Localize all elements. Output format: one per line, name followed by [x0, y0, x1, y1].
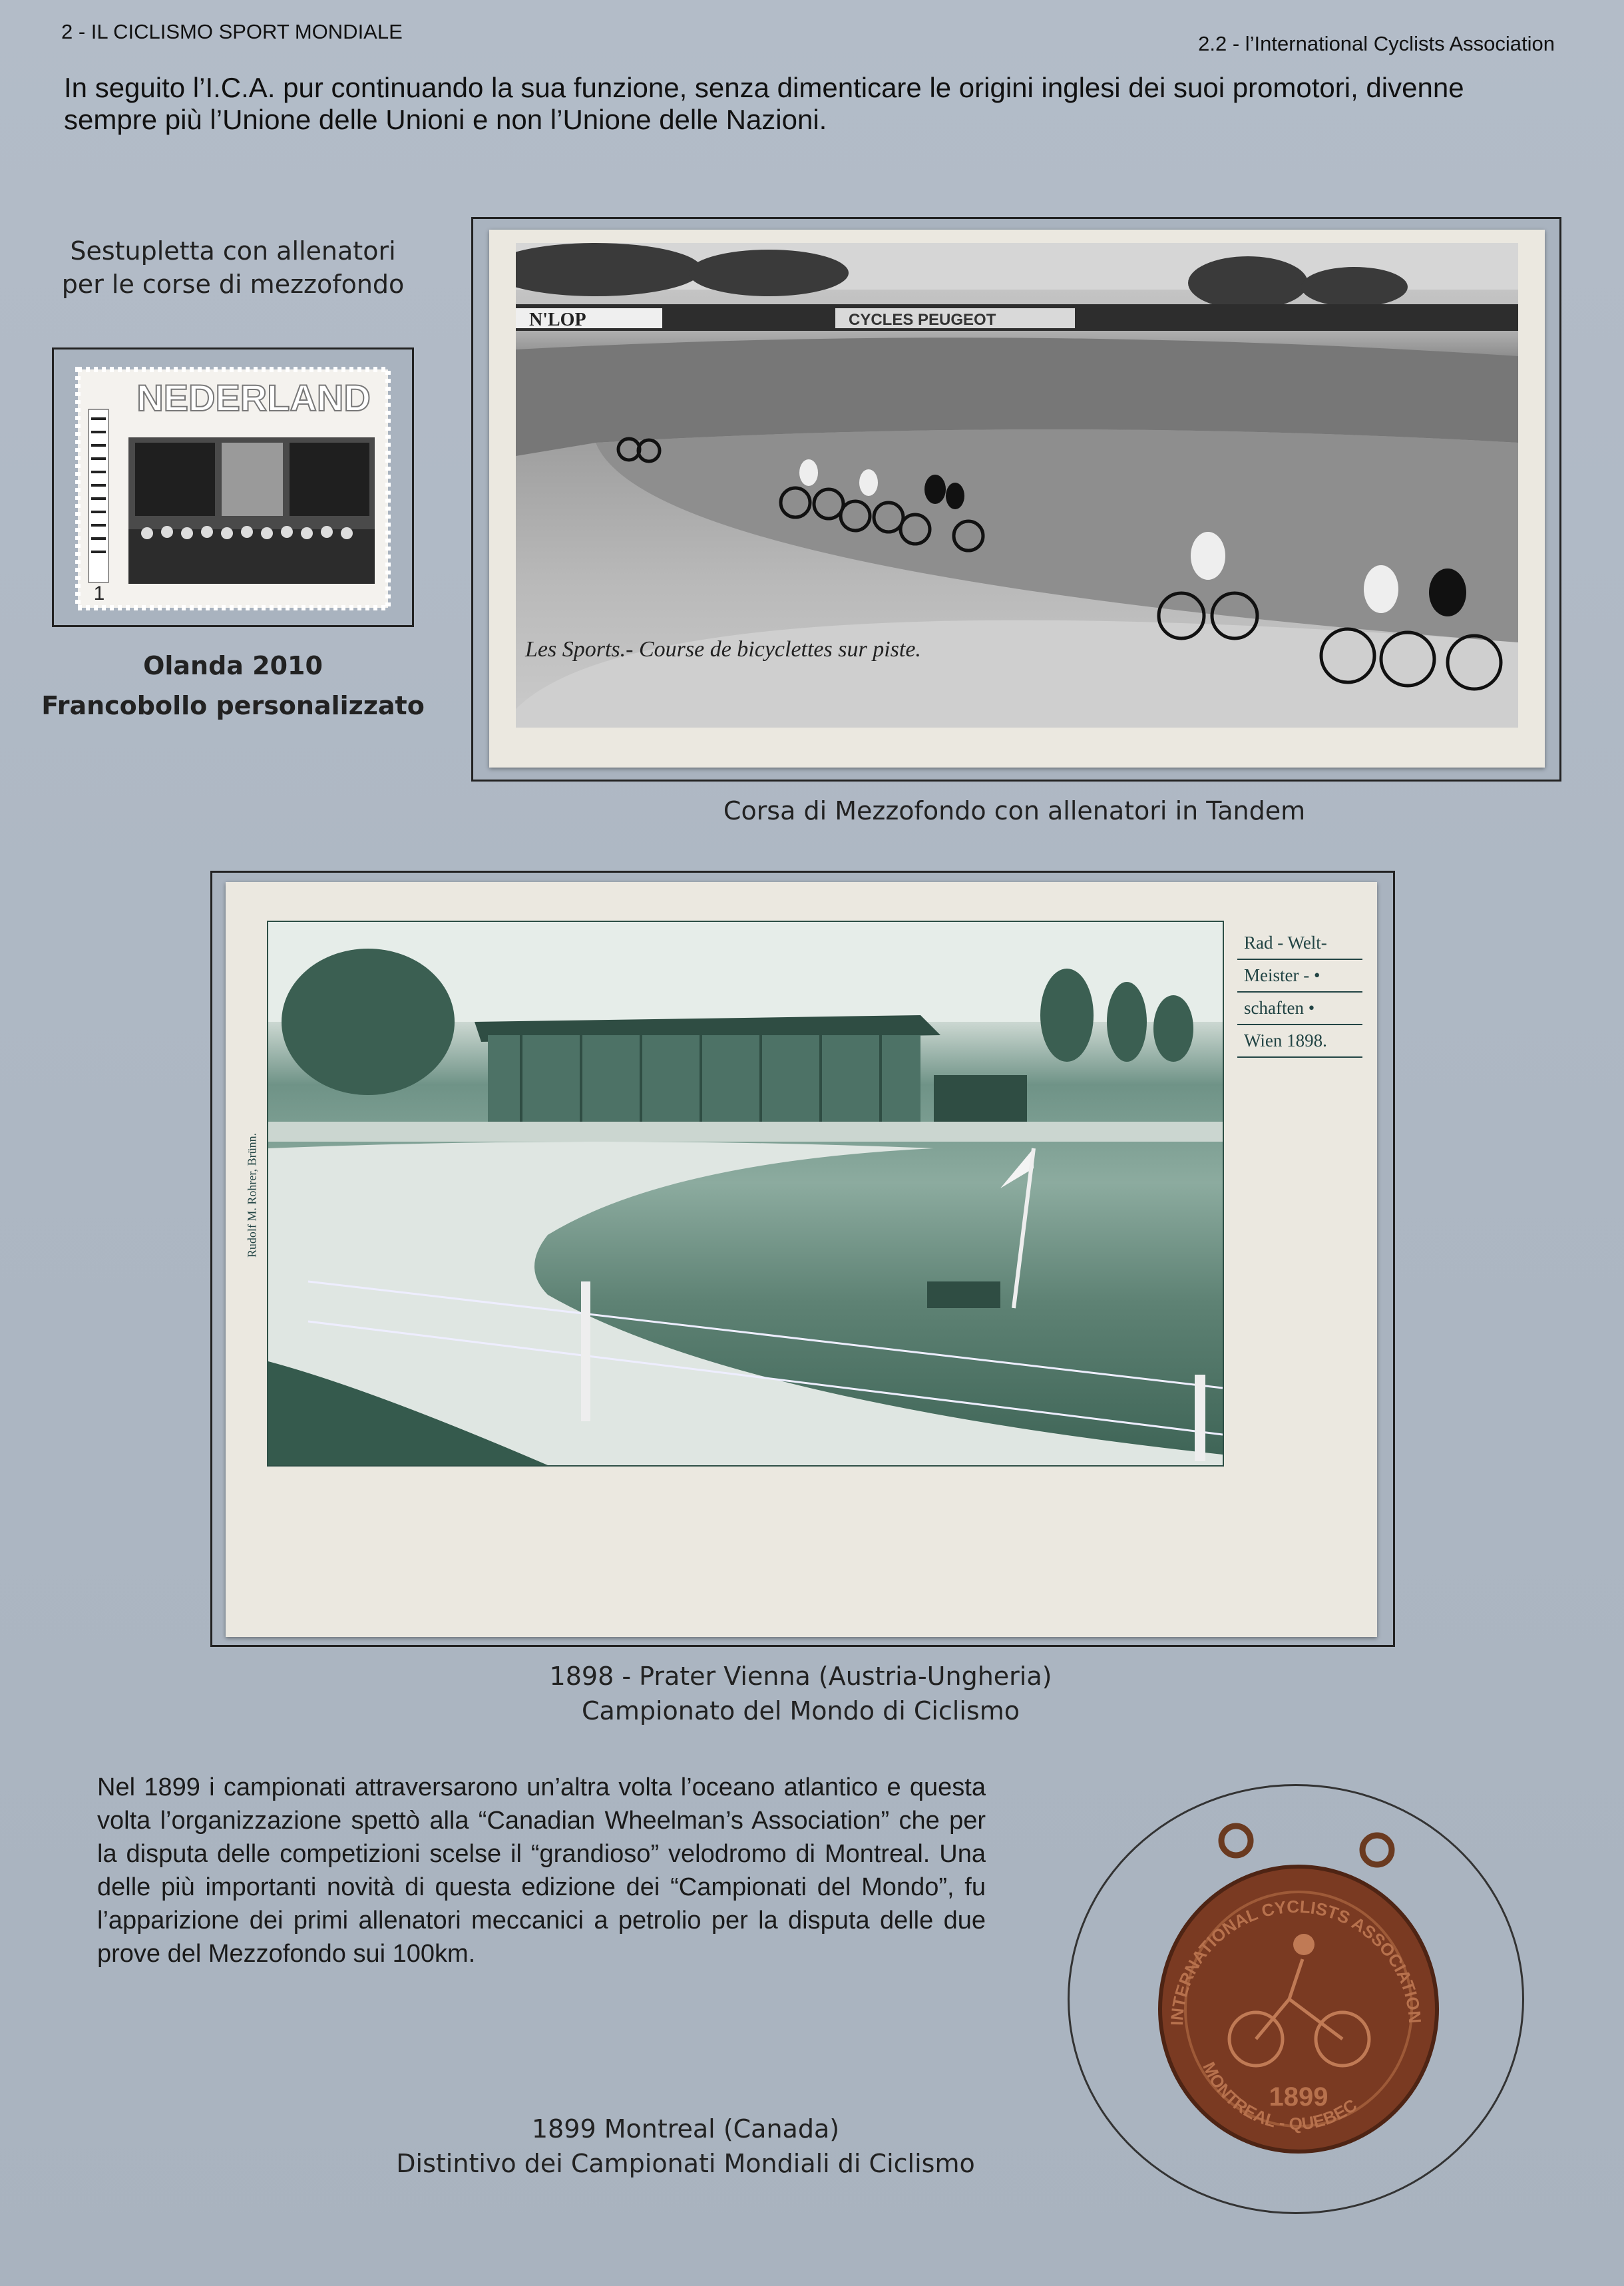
medal-year: 1899: [1269, 2082, 1328, 2112]
medal-inscription-bottom: MONTREAL - QUEBEC: [1199, 2058, 1361, 2134]
postcard1: [489, 230, 1545, 768]
stamp-description: Olanda 2010 Francobollo personalizzato: [41, 651, 425, 720]
body-text: Nel 1899 i campionati attraversarono un’altra volta l’oceano atlantico e questa volta l’organizzazione spettò alla “Canadian Wheelman’s Association” che per la disputa delle competizioni scelse il “grandioso” velodromo di Montreal. Una delle più importanti novità di questa edizione dei “Campionati del Mondo”, fu l’apparizione dei primi allenatori meccanici a petrolio per la disputa delle due prove del Mezzofondo sui 100km.: [97, 1773, 986, 1968]
postcard2-photo: [267, 921, 1224, 1467]
postcard2-publisher: Rudolf M. Rohrer, Brünn.: [245, 1132, 259, 1258]
medal: [1070, 1786, 1522, 2212]
stamp-caption: Sestupletta con allenatori per le corse di mezzofondo: [61, 236, 405, 299]
stamp: [54, 349, 412, 625]
stamp-frame: [52, 347, 414, 627]
subsection-header: 2.2 - l’International Cyclists Association: [1198, 32, 1555, 55]
stamp-country: NEDERLAND: [136, 377, 371, 419]
medal-frame: [1068, 1784, 1524, 2214]
medal-caption: 1899 Montreal (Canada) Distintivo dei Campionati Mondiali di Ciclismo: [396, 2114, 975, 2178]
postcard1-caption: Corsa di Mezzofondo con allenatori in Tandem: [723, 796, 1306, 825]
stamp-value: 1: [93, 582, 105, 604]
postcard1-inscription: Les Sports.- Course de bicyclettes sur piste.: [525, 637, 921, 662]
postcard2-frame: [210, 871, 1395, 1647]
svg-text:N'LOP: N'LOP: [529, 310, 586, 330]
section-header: 2 - IL CICLISMO SPORT MONDIALE: [61, 20, 403, 43]
postcard2: [226, 882, 1377, 1637]
postcard1-frame: [471, 217, 1561, 782]
postcard2-caption: 1898 - Prater Vienna (Austria-Ungheria) Campionato del Mondo di Ciclismo: [549, 1662, 1052, 1725]
postcard2-label: Rad - Welt- Meister - • schaften • Wien 1898.: [1237, 929, 1362, 1058]
intro-text: In seguito l’I.C.A. pur continuando la sua funzione, senza dimenticare le origini inglesi dei suoi promotori, divenne sempre più l’Unione delle Unioni e non l’Unione delle Nazioni.: [64, 72, 1464, 135]
prater-velodrome-scene: [268, 922, 1223, 1465]
medal-inscription-top: INTERNATIONAL CYCLISTS ASSOCIATION: [1166, 1896, 1426, 2026]
svg-text:CYCLES PEUGEOT: CYCLES PEUGEOT: [849, 311, 996, 329]
